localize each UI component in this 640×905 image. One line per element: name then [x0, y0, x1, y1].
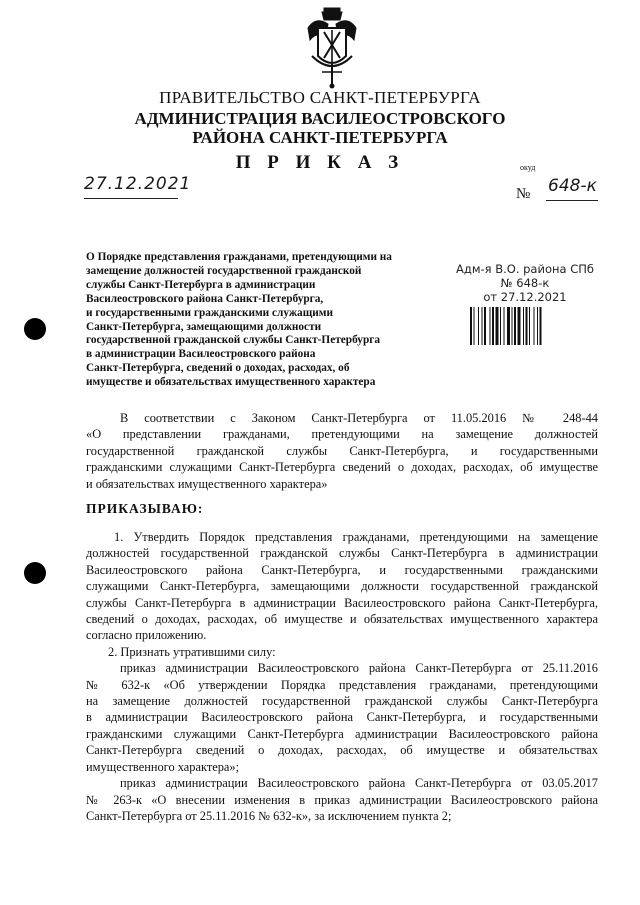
preamble-line: государственной гражданской службы Санкт-Петербурга, и государственными [86, 443, 598, 458]
order-items [86, 529, 598, 824]
item-line: в администрации Василеостровского района Санкт-Петербурга, и государственными [86, 710, 598, 725]
item-line: Санкт-Петербурга от 25.11.2016 № 632-к», за исключением пункта 2; [86, 808, 452, 823]
subject-line: Василеостровского района Санкт-Петербурга, [86, 292, 324, 305]
subject-line: и государственными гражданскими служащими [86, 306, 333, 319]
preamble-line: «О представлении гражданами, претендующими на замещение должностей [86, 427, 598, 442]
item-line: сведений о доходах, расходах, об имуществе и обязательствах имущественного характера [86, 612, 598, 627]
handwritten-date: 27.12.2021 [84, 174, 192, 194]
item-line: службы Санкт-Петербурга в администрации Василеостровского района Санкт-Петербурга, [86, 595, 598, 610]
administration-title-line-2: РАЙОНА САНКТ-ПЕТЕРБУРГА [192, 128, 448, 147]
item-line: Санкт-Петербурга сведений о доходах, расходах, об имуществе и обязательствах [86, 743, 598, 758]
item-line: служащими Санкт-Петербурга, замещающими должности государственной гражданской [86, 579, 598, 594]
number-underline [546, 200, 598, 201]
subject-line: службы Санкт-Петербурга в администрации [86, 278, 316, 291]
preamble-line: гражданскими служащими Санкт-Петербурга сведений о доходах, расходах, об имуществе [86, 460, 598, 475]
number-label: № [516, 186, 531, 202]
preamble-paragraph [86, 410, 598, 492]
preamble-line: В соответствии с Законом Санкт-Петербурга от 11.05.2016 № 248-44 [120, 411, 598, 425]
subject-line: Санкт-Петербурга, замещающими должности [86, 320, 322, 333]
item-line: имущественного характера»; [86, 759, 240, 774]
punch-hole [24, 318, 46, 340]
item-line: должностей государственной гражданской службы Санкт-Петербурга в администрации [86, 546, 598, 561]
subject-line: О Порядке представления гражданами, претендующими на [86, 251, 392, 263]
item-line: Василеостровского района Санкт-Петербурга, и государственными гражданскими [86, 562, 598, 577]
punch-hole [24, 562, 46, 584]
item-line: приказ администрации Василеостровского района Санкт-Петербурга от 25.11.2016 [120, 661, 598, 676]
document-type-title: П Р И К А З [235, 152, 405, 173]
stamp-line: от 27.12.2021 [483, 290, 567, 304]
item-line: гражданскими служащими Санкт-Петербурга администрации Василеостровского района [86, 726, 598, 741]
barcode [469, 307, 575, 345]
subject-line: Санкт-Петербурга, сведений о доходах, расходах, об [86, 362, 350, 375]
subject-line: имуществе и обязательствах имущественного характера [86, 376, 376, 389]
subject-line: в администрации Василеостровского района [86, 348, 316, 361]
okud-label: окуд [520, 163, 536, 172]
stamp-line: Адм-я В.О. района СПб [456, 262, 594, 276]
coat-of-arms-emblem [302, 6, 362, 90]
item-line: № 632-к «Об утверждении Порядка представления гражданами, претендующими [86, 677, 598, 692]
item-line: 2. Признать утратившими силу: [108, 644, 276, 659]
item-line: на замещение должностей государственной гражданской службы Санкт-Петербурга [86, 694, 598, 709]
preamble-line: и обязательствах имущественного характера» [86, 476, 328, 491]
registration-stamp [450, 262, 600, 304]
stamp-line: № 648-к [500, 276, 550, 290]
item-line: приказ администрации Василеостровского района Санкт-Петербурга от 03.05.2017 [120, 776, 598, 791]
subject-line: замещение должностей государственной гражданской [86, 264, 362, 277]
administration-title-line-1: АДМИНИСТРАЦИЯ ВАСИЛЕОСТРОВСКОГО [134, 109, 506, 128]
item-line: № 263-к «О внесении изменения в приказ администрации Василеостровского района [86, 792, 598, 807]
order-subject [86, 251, 416, 390]
order-word: ПРИКАЗЫВАЮ: [86, 501, 204, 516]
subject-line: государственной гражданской службы Санкт-Петербурга [86, 334, 380, 347]
item-line: 1. Утвердить Порядок представления гражданами, претендующими на замещение [114, 530, 598, 544]
government-title: ПРАВИТЕЛЬСТВО САНКТ-ПЕТЕРБУРГА [159, 88, 481, 107]
date-underline [84, 198, 178, 199]
item-line: согласно приложению. [86, 628, 207, 643]
handwritten-number: 648-к [548, 176, 597, 196]
